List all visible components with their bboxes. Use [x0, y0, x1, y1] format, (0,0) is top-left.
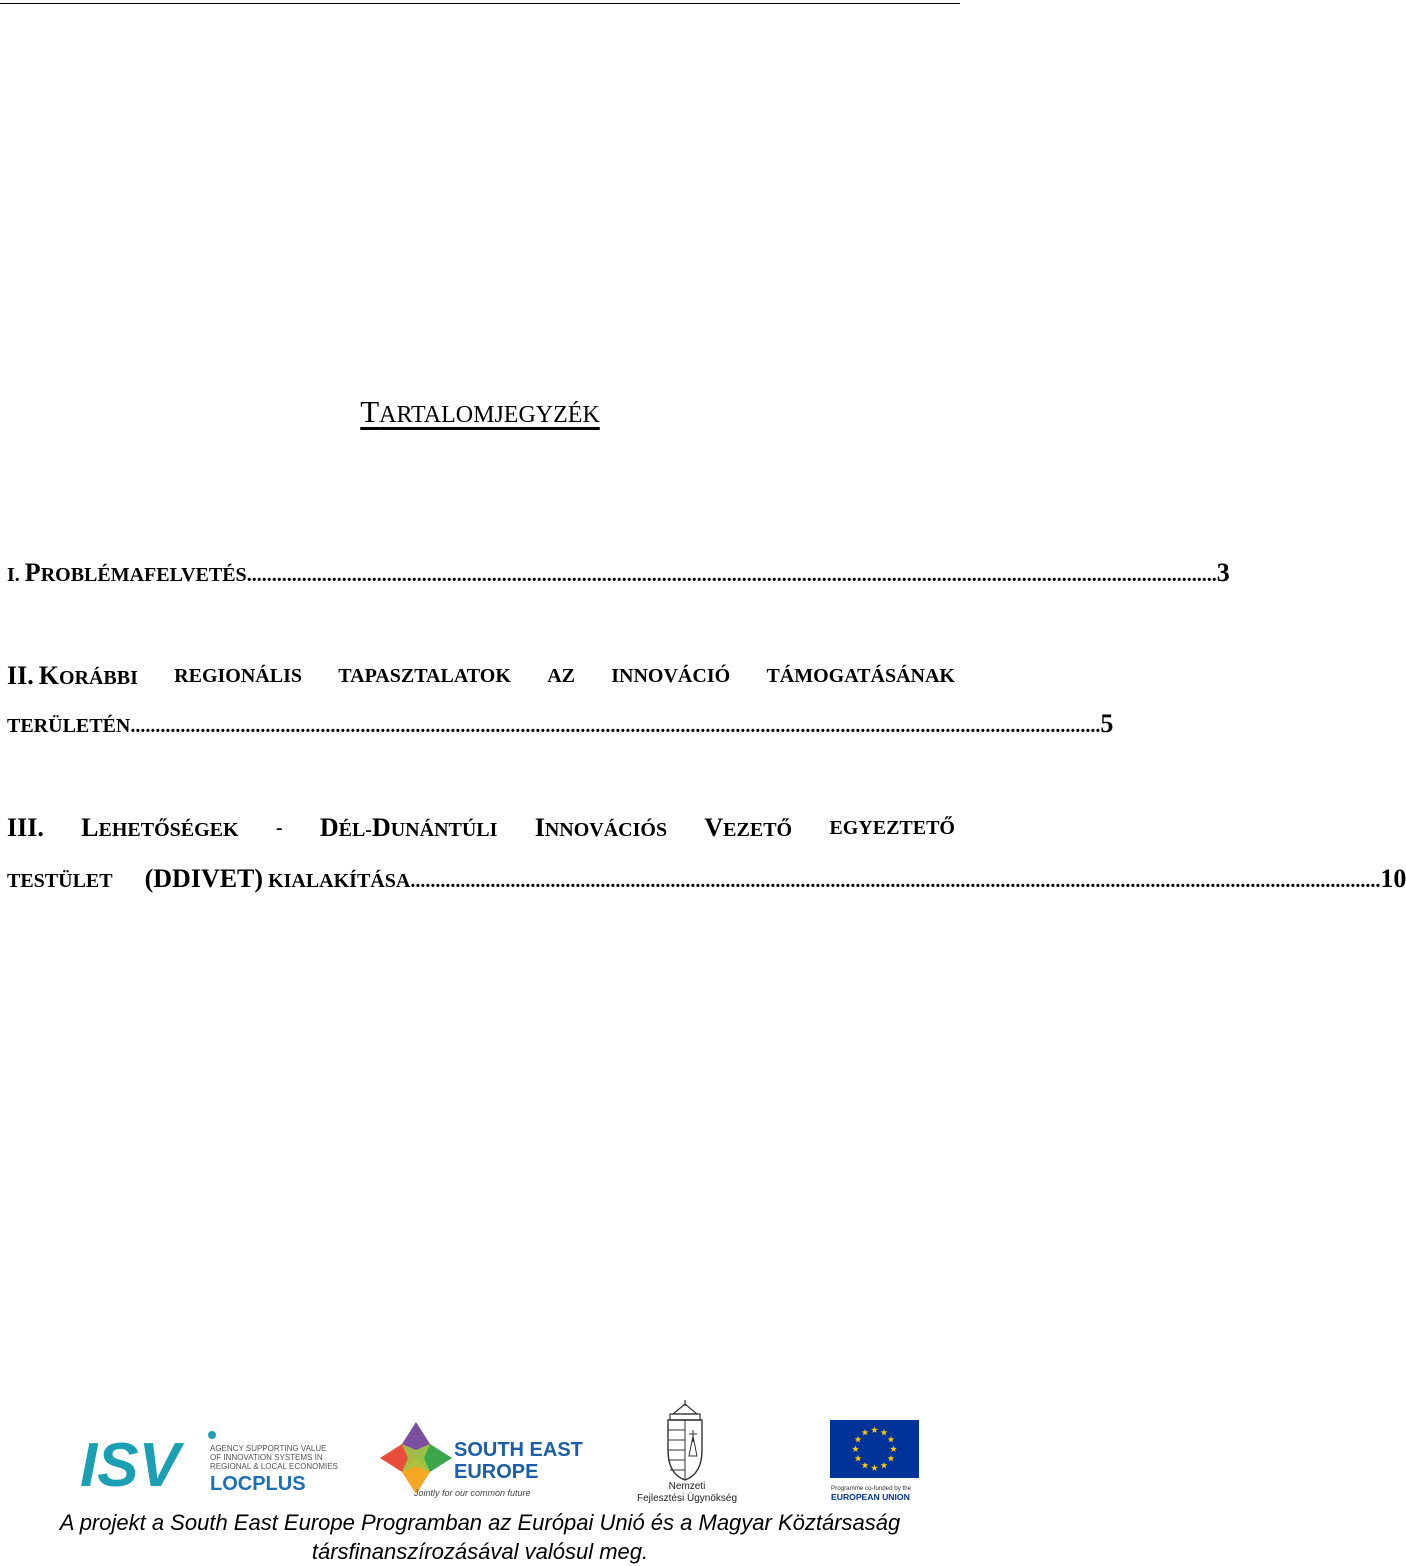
- isv-tagline: REGIONAL & LOCAL ECONOMIES: [210, 1462, 338, 1471]
- toc-entry-1-initial: P: [24, 558, 41, 587]
- toc-entry-2-title-end: TERÜLETÉN: [7, 715, 131, 737]
- toc-leader-dots: ..................................................................................................................................................................................................: [130, 715, 1101, 737]
- toc-entry-2-numeral: II.: [7, 661, 34, 690]
- toc-entry-3-word: UNÁNTÚLI: [390, 819, 498, 841]
- toc-leader-dots: ..................................................................................................................................................................................................: [410, 870, 1381, 892]
- toc-entry-1-title: ROBLÉMAFELVETÉS: [40, 564, 247, 586]
- eu-line1: Programme co-funded by the: [831, 1485, 912, 1492]
- toc-entry-3-numeral: III.: [7, 813, 44, 842]
- toc-entry-3-word: NNOVÁCIÓS: [544, 819, 668, 841]
- see-tagline: Jointly for our common future: [414, 1488, 531, 1498]
- toc-entry-2-word: INNOVÁCIÓ: [611, 665, 731, 687]
- nfu-line2: Fejlesztési Ügynökség: [636, 1493, 738, 1504]
- coat-of-arms-icon: [668, 1400, 702, 1480]
- toc-entry-3-word: EHETŐSÉGEK: [98, 819, 239, 841]
- isv-tagline: OF INNOVATION SYSTEMS IN: [210, 1453, 323, 1462]
- toc-entry-3-initial: V: [704, 813, 724, 842]
- isv-letters: ISV: [80, 1431, 180, 1500]
- toc-entry-2-word: ORÁBBI: [58, 667, 138, 689]
- south-east-europe-logo: [380, 1416, 585, 1502]
- isv-tagline: AGENCY SUPPORTING VALUE: [210, 1444, 327, 1453]
- footer-line2: társfinanszírozásával valósul meg.: [311, 1539, 649, 1564]
- locplus-wordmark: LOCPLUS: [210, 1473, 306, 1495]
- toc-entry-3-abbr: (DDIVET): [144, 864, 264, 893]
- toc-entry-3[interactable]: [7, 808, 1406, 899]
- toc-entry-3-line2: [7, 859, 1406, 899]
- toc-title-initial: T: [360, 394, 380, 429]
- toc-entry-3-initial: D: [319, 813, 339, 842]
- toc-entry-2-line1: [7, 656, 955, 696]
- toc-entry-3-dash: -: [275, 817, 283, 839]
- see-flower-icon: [380, 1422, 452, 1494]
- toc-entry-2[interactable]: [7, 656, 1114, 744]
- toc-title-rest: ARTALOMJEGYZÉK: [379, 402, 600, 428]
- toc-entry-3-title-end: KIALAKÍTÁSA: [268, 870, 411, 892]
- toc-entry-3-word: EZETŐ: [723, 819, 793, 841]
- isv-locplus-logo: [74, 1420, 338, 1502]
- logo-row: [0, 1400, 960, 1505]
- toc-entry-2-line2: [7, 704, 1114, 744]
- toc-entry-3-word: EGYEZTETŐ: [829, 817, 955, 839]
- toc-entry-1[interactable]: [7, 553, 1230, 593]
- toc-entry-3-line1: [7, 808, 955, 848]
- eu-logo: [830, 1420, 922, 1504]
- toc-entry-1-page: 3: [1216, 558, 1230, 587]
- see-wordmark-line1: SOUTH EAST: [454, 1439, 583, 1461]
- top-rule: [0, 3, 960, 4]
- eu-line2: EUROPEAN UNION: [831, 1492, 910, 1502]
- isv-dot: [208, 1431, 216, 1439]
- footer-line1: A projekt a South East Europe Programban az Európai Unió és a Magyar Köztársaság: [59, 1510, 901, 1535]
- toc-entry-2-word: TAPASZTALATOK: [338, 665, 511, 687]
- toc-entry-3-word: ÉL-: [338, 819, 372, 841]
- toc-entry-2-page: 5: [1100, 709, 1114, 738]
- nfu-logo: [630, 1400, 745, 1504]
- toc-entry-2-word: AZ: [547, 665, 575, 687]
- see-wordmark-line2: EUROPE: [454, 1461, 539, 1483]
- toc-title: [0, 392, 960, 435]
- toc-entry-1-numeral: I.: [7, 564, 20, 586]
- toc-entry-3-initial: L: [81, 813, 99, 842]
- toc-entry-3-page: 10: [1380, 864, 1406, 893]
- nfu-line1: Nemzeti: [668, 1481, 706, 1492]
- toc-leader-dots: ..................................................................................................................................................................................................: [246, 564, 1217, 586]
- toc-entry-2-word: TÁMOGATÁSÁNAK: [766, 665, 955, 687]
- toc-entry-3-initial: I: [534, 813, 545, 842]
- toc-entry-3-initial: D: [371, 813, 391, 842]
- toc-entry-2-word: REGIONÁLIS: [174, 665, 302, 687]
- toc-entry-2-initial: K: [38, 661, 59, 690]
- footer-note: [0, 1508, 960, 1566]
- toc-entry-3-word: TESTÜLET: [7, 870, 113, 892]
